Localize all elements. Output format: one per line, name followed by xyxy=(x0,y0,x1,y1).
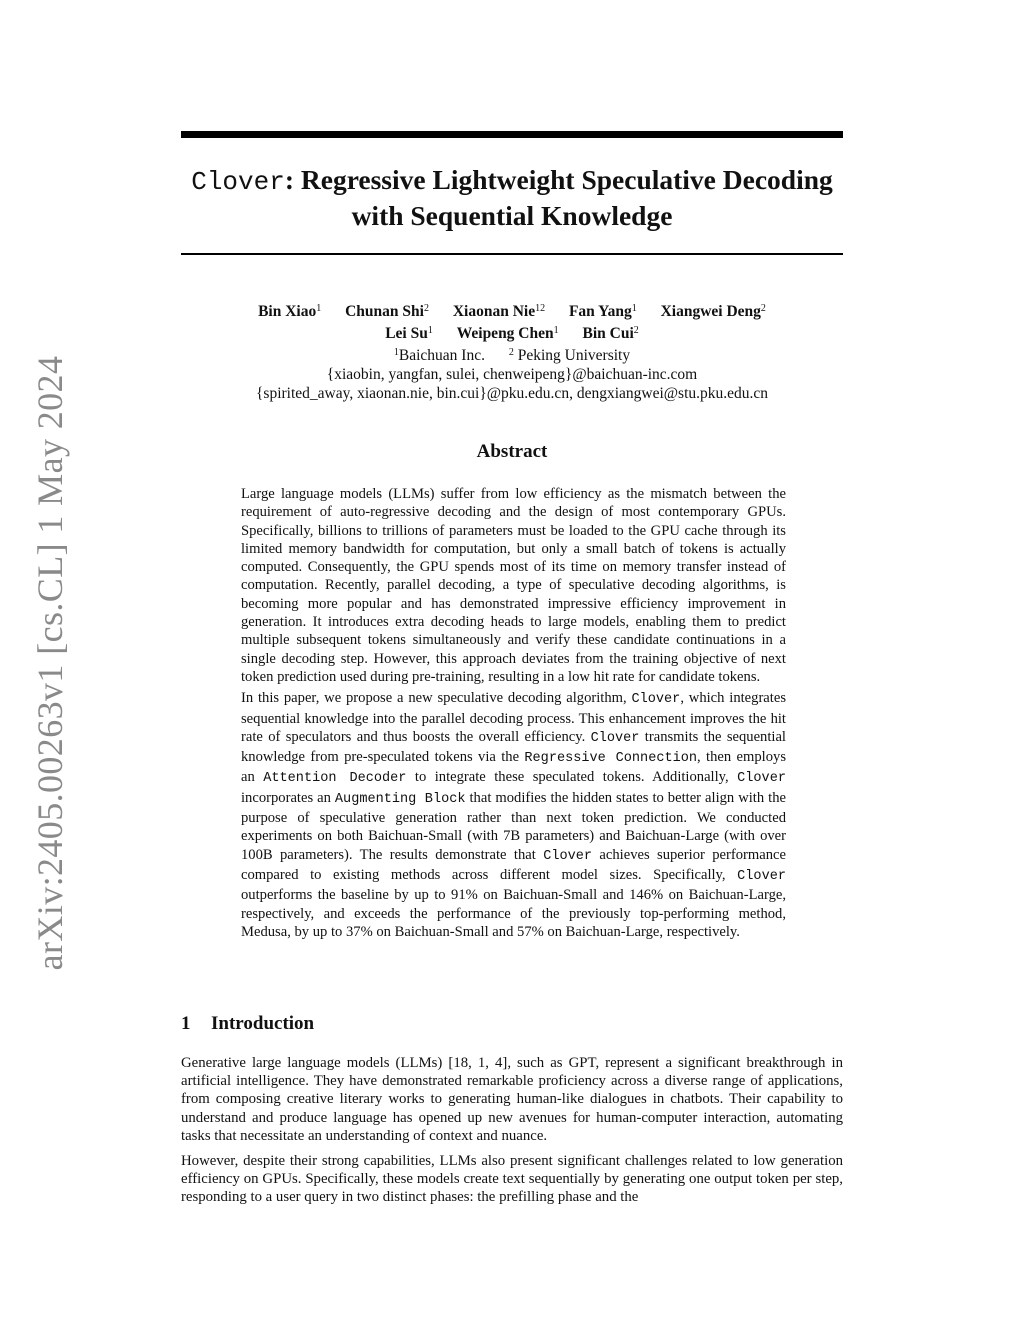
author-line-1 xyxy=(181,299,843,321)
author-affiliation: 12 xyxy=(535,303,546,314)
affiliations-line xyxy=(181,343,843,365)
author-affiliation: 1 xyxy=(631,303,637,314)
author-line-2 xyxy=(181,321,843,343)
abstract-text: outperforms the baseline by up to 91% on Baichuan-Small and 146% on Baichuan-Large, respectively, and exceeds the performance of the previously top-performing method, Medusa, by up to 37% on Baichuan-Small and 57% on Baichuan-Large, respectively. xyxy=(241,887,786,940)
author-affiliation: 2 xyxy=(633,325,639,336)
affiliation-number: 2 xyxy=(508,347,514,358)
author-affiliation: 2 xyxy=(760,303,766,314)
email-line: {spirited_away, xiaonan.nie, bin.cui}@pku.edu.cn, dengxiangwei@stu.pku.edu.cn xyxy=(255,385,769,402)
title-code-name: Clover xyxy=(191,167,285,197)
code-term: Regressive Connection xyxy=(524,751,698,767)
author-name: Bin Cui xyxy=(582,325,634,342)
title-line1: : Regressive Lightweight Speculative Decoding xyxy=(284,164,833,195)
author-name: Chunan Shi xyxy=(345,303,424,320)
abstract-text: transmits the sequential knowledge from pre-speculated tokens via the xyxy=(241,728,786,766)
code-term: Clover xyxy=(590,730,640,746)
abstract-text: In this paper, we propose a new speculative decoding algorithm, xyxy=(241,690,632,707)
abstract-heading: Abstract xyxy=(476,441,548,462)
author-affiliation: 1 xyxy=(316,303,322,314)
abstract-text: to integrate these speculated tokens. Additionally, xyxy=(406,769,738,786)
arxiv-identifier: arXiv:2405.00263v1 [cs.CL] 1 May 2024 xyxy=(30,355,70,971)
introduction-body xyxy=(181,1054,843,1214)
code-term: Clover xyxy=(737,868,786,884)
affiliation-name: Peking University xyxy=(517,347,631,364)
code-term: Clover xyxy=(631,692,681,708)
section-number: 1 xyxy=(181,1013,191,1034)
code-term: Clover xyxy=(737,771,786,787)
code-term: Clover xyxy=(543,848,593,864)
author-name: Lei Su xyxy=(385,325,428,342)
affiliation-name: Baichuan Inc. xyxy=(398,347,485,364)
author-name: Fan Yang xyxy=(568,303,632,320)
abstract-text: , which integrates sequential knowledge into the parallel decoding process. This enhancement improves the hit rate of speculators and thus boosts the overall efficiency. xyxy=(241,690,786,745)
author-affiliation: 2 xyxy=(423,303,429,314)
abstract-text: incorporates an xyxy=(241,789,335,806)
abstract-body xyxy=(241,485,786,944)
affiliation-number: 1 xyxy=(393,347,399,358)
abstract-paragraph: Large language models (LLMs) suffer from low efficiency as the mismatch between the requirement of auto-regressive decoding and the design of most contemporary GPUs. Specifically, billions to trillions of parameters must be loaded to the GPU cache through its limited memory bandwidth for computation, but only a small batch of tokens is actually computed. Consequently, the GPU spends most of its time on memory transfer instead of computation. Recently, parallel decoding, a type of speculative decoding algorithms, is becoming more popular and has demonstrated impressive efficiency improvement in generation. It introduces extra decoding heads to large models, enabling them to predict multiple subsequent tokens simultaneously and verify these candidate continuations in a single decoding step. However, this approach deviates from the training objective of next token prediction used during pre-training, resulting in a low hit rate for candidate tokens. xyxy=(241,486,786,685)
author-block xyxy=(181,299,843,403)
body-paragraph: Generative large language models (LLMs) [18, 1, 4], such as GPT, represent a significant breakthrough in artificial intelligence. They have demonstrated remarkable proficiency across a diverse range of applications, from composing creative literary works to generating human-like dialogues in chatbots. Their capability to understand and produce language has opened up new avenues for human-computer interaction, automating tasks that necessitate an understanding of context and nuance. xyxy=(181,1055,843,1144)
abstract-text: achieves superior performance compared to existing methods across different model sizes. Specifically, xyxy=(241,846,786,883)
author-name: Weipeng Chen xyxy=(456,325,554,342)
code-term: Augmenting Block xyxy=(334,791,466,807)
author-affiliation: 1 xyxy=(553,325,559,336)
section-title: Introduction xyxy=(211,1013,315,1034)
abstract-paragraph xyxy=(241,689,786,941)
author-affiliation: 1 xyxy=(427,325,433,336)
body-paragraph: However, despite their strong capabilities, LLMs also present significant challenges related to low generation efficiency on GPUs. Specifically, these models create text sequentially by generating one output token per step, responding to a user query in two distinct phases: the prefilling phase and the xyxy=(181,1153,843,1206)
section-heading-introduction xyxy=(181,1013,314,1035)
author-name: Xiaonan Nie xyxy=(452,303,536,320)
title-line2: with Sequential Knowledge xyxy=(351,200,673,231)
abstract-text: that modifies the hidden states to better align with the purpose of speculative generation rather than next token prediction. We conducted experiments on both Baichuan-Small (with 7B parameters) and Baichuan-Large (with over 100B parameters). The results demonstrate that xyxy=(241,789,786,863)
code-term: Attention Decoder xyxy=(263,771,407,787)
paper-title xyxy=(181,163,843,233)
author-name: Bin Xiao xyxy=(258,303,317,320)
abstract-text: , then employs an xyxy=(241,749,786,786)
title-top-rule xyxy=(181,131,843,138)
author-name: Xiangwei Deng xyxy=(660,303,761,320)
email-line: {xiaobin, yangfan, sulei, chenweipeng}@baichuan-inc.com xyxy=(326,366,698,383)
title-bottom-rule xyxy=(181,253,843,255)
